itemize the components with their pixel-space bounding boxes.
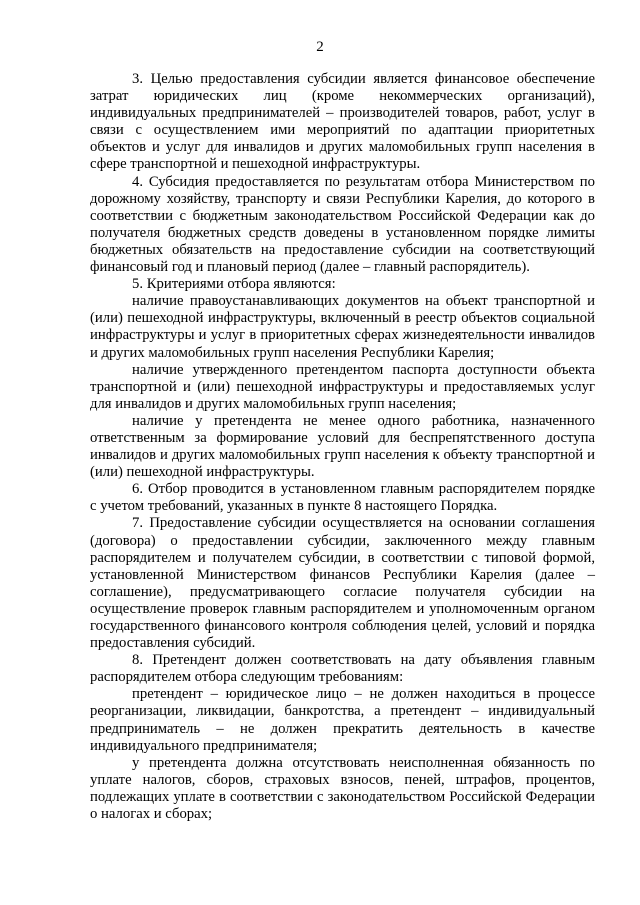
paragraph-3-subsidy-purpose: 3. Целью предоставления субсидии является финансовое обеспечение затрат юридических лиц (кроме некоммерческих организаций), индивидуальных предпринимателей – производителей товаров, работ, услуг в связи с осуществлением ими мероприятий по адаптации приоритетных объектов и услуг для инвалидов и других маломобильных групп населения в сфере транспортной и пешеходной инфраструктуры.	[90, 71, 595, 173]
paragraph-8-applicant-requirements: 8. Претендент должен соответствовать на дату объявления главным распорядителем отбора следующим требованиям:	[90, 652, 595, 686]
criterion-responsible-employee: наличие у претендента не менее одного работника, назначенного ответственным за формирование условий для беспрепятственного доступа инвалидов и других маломобильных групп населения к объекту транспортной и (или) пешеходной инфраструктуры.	[90, 412, 595, 481]
paragraph-7-agreement: 7. Предоставление субсидии осуществляется на основании соглашения (договора) о предоставлении субсидии, заключенного между главным распорядителем и получателем субсидии, в соответствии с типовой формой, установленной Министерством финансов Республики Карелия (далее – соглашение), предусматривающего согласие получателя субсидии на осуществление проверок главным распорядителем и уполномоченным органом государственного финансового контроля соблюдения целей, условий и порядка предоставления субсидий.	[90, 515, 595, 652]
requirement-no-reorganization: претендент – юридическое лицо – не должен находиться в процессе реорганизации, ликвидации, банкротства, а претендент – индивидуальный предприниматель – не должен прекратить деятельность в качестве индивидуального предпринимателя;	[90, 686, 595, 754]
paragraph-4-selection-ministry: 4. Субсидия предоставляется по результатам отбора Министерством по дорожному хозяйству, транспорту и связи Республики Карелия, до которого в соответствии с бюджетным законодательством Российской Федерации как до получателя бюджетных средств доведены в установленном порядке лимиты бюджетных обязательств на предоставление субсидии на соответствующий финансовый год и плановый период (далее – главный распорядитель).	[90, 173, 595, 276]
document-body	[90, 71, 595, 823]
criterion-accessibility-passport: наличие утвержденного претендентом паспорта доступности объекта транспортной и (или) пешеходной инфраструктуры и предоставляемых услуг для инвалидов и других маломобильных групп населения;	[90, 361, 595, 412]
paragraph-5-selection-criteria: 5. Критериями отбора являются:	[132, 276, 336, 293]
page-number: 2	[316, 39, 324, 55]
paragraph-6-selection-procedure: 6. Отбор проводится в установленном главным распорядителем порядке с учетом требований, указанных в пункте 8 настоящего Порядка.	[90, 481, 595, 515]
requirement-no-tax-debt: у претендента должна отсутствовать неисполненная обязанность по уплате налогов, сборов, страховых взносов, пеней, штрафов, процентов, подлежащих уплате в соответствии с законодательством Российской Федерации о налогах и сборах;	[90, 754, 595, 823]
criterion-title-documents: наличие правоустанавливающих документов на объект транспортной и (или) пешеходной инфраструктуры, включенный в реестр объектов социальной инфраструктуры и услуг в приоритетных сферах жизнедеятельности инвалидов и других маломобильных групп населения Республики Карелия;	[90, 293, 595, 361]
